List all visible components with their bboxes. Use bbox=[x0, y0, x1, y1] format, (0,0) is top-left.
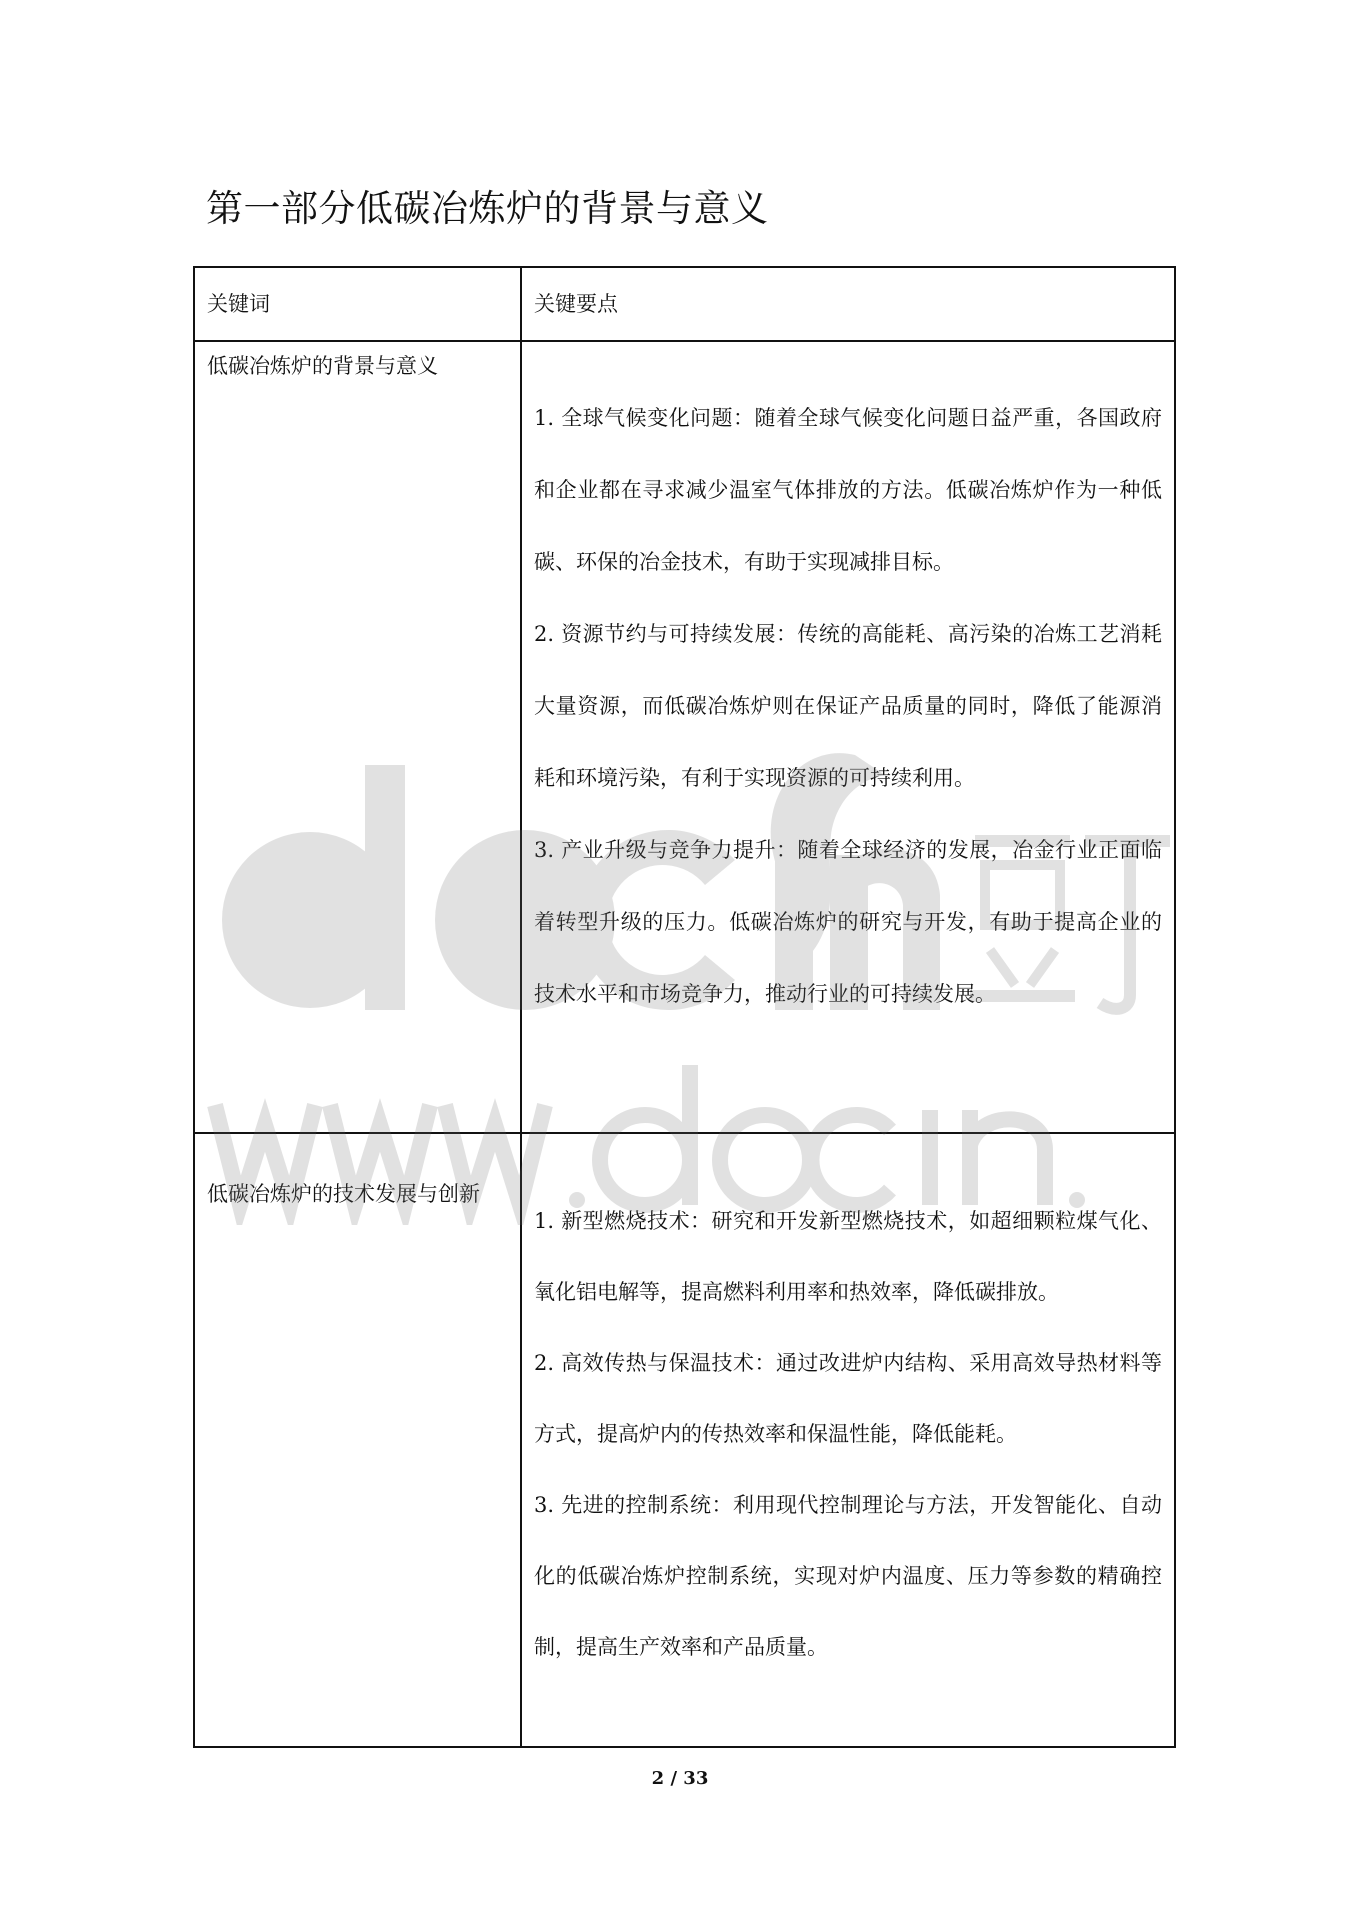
key-point bbox=[534, 814, 1162, 1030]
key-points-cell bbox=[521, 1133, 1175, 1747]
table-row bbox=[194, 1133, 1175, 1747]
table-header-keyword bbox=[194, 267, 521, 341]
key-point-number: 2. bbox=[534, 622, 555, 646]
key-point-number: 2. bbox=[534, 1351, 555, 1375]
keyword-text: 低碳冶炼炉的技术发展与创新 bbox=[207, 1182, 480, 1206]
key-point-number: 1. bbox=[534, 406, 555, 430]
keyword-cell bbox=[194, 1133, 521, 1747]
table-row bbox=[194, 341, 1175, 1133]
key-point bbox=[534, 1470, 1162, 1683]
key-point-text: 高效传热与保温技术：通过改进炉内结构、采用高效导热材料等方式，提高炉内的传热效率和保温性能，降低能耗。 bbox=[534, 1351, 1162, 1446]
key-point-number: 3. bbox=[534, 1493, 555, 1517]
key-point-number: 3. bbox=[534, 838, 555, 862]
key-point bbox=[534, 598, 1162, 814]
key-point-text: 先进的控制系统：利用现代控制理论与方法，开发智能化、自动化的低碳冶炼炉控制系统，实现对炉内温度、压力等参数的精确控制，提高生产效率和产品质量。 bbox=[534, 1493, 1162, 1659]
page-title: 第一部分低碳冶炼炉的背景与意义 bbox=[206, 187, 769, 230]
key-point-text: 新型燃烧技术：研究和开发新型燃烧技术，如超细颗粒煤气化、氧化铝电解等，提高燃料利用率和热效率，降低碳排放。 bbox=[534, 1209, 1162, 1304]
key-point bbox=[534, 1186, 1162, 1328]
key-point-text: 产业升级与竞争力提升：随着全球经济的发展，冶金行业正面临着转型升级的压力。低碳冶炼炉的研究与开发，有助于提高企业的技术水平和市场竞争力，推动行业的可持续发展。 bbox=[534, 838, 1162, 1006]
keyword-text: 低碳冶炼炉的背景与意义 bbox=[207, 354, 438, 378]
table-header-key-points bbox=[521, 267, 1175, 341]
key-point bbox=[534, 1328, 1162, 1470]
header-key-points-label: 关键要点 bbox=[534, 292, 618, 316]
key-point-text: 全球气候变化问题：随着全球气候变化问题日益严重，各国政府和企业都在寻求减少温室气体排放的方法。低碳冶炼炉作为一种低碳、环保的冶金技术，有助于实现减排目标。 bbox=[534, 406, 1162, 574]
keyword-cell bbox=[194, 341, 521, 1133]
page-number: 2 / 33 bbox=[651, 1768, 709, 1789]
key-point-text: 资源节约与可持续发展：传统的高能耗、高污染的冶炼工艺消耗大量资源，而低碳冶炼炉则在保证产品质量的同时，降低了能源消耗和环境污染，有利于实现资源的可持续利用。 bbox=[534, 622, 1162, 790]
key-point-number: 1. bbox=[534, 1209, 555, 1233]
key-points-cell bbox=[521, 341, 1175, 1133]
table-header-row bbox=[194, 267, 1175, 341]
key-points-table bbox=[193, 266, 1176, 1748]
header-keyword-label: 关键词 bbox=[207, 292, 270, 316]
key-point bbox=[534, 382, 1162, 598]
